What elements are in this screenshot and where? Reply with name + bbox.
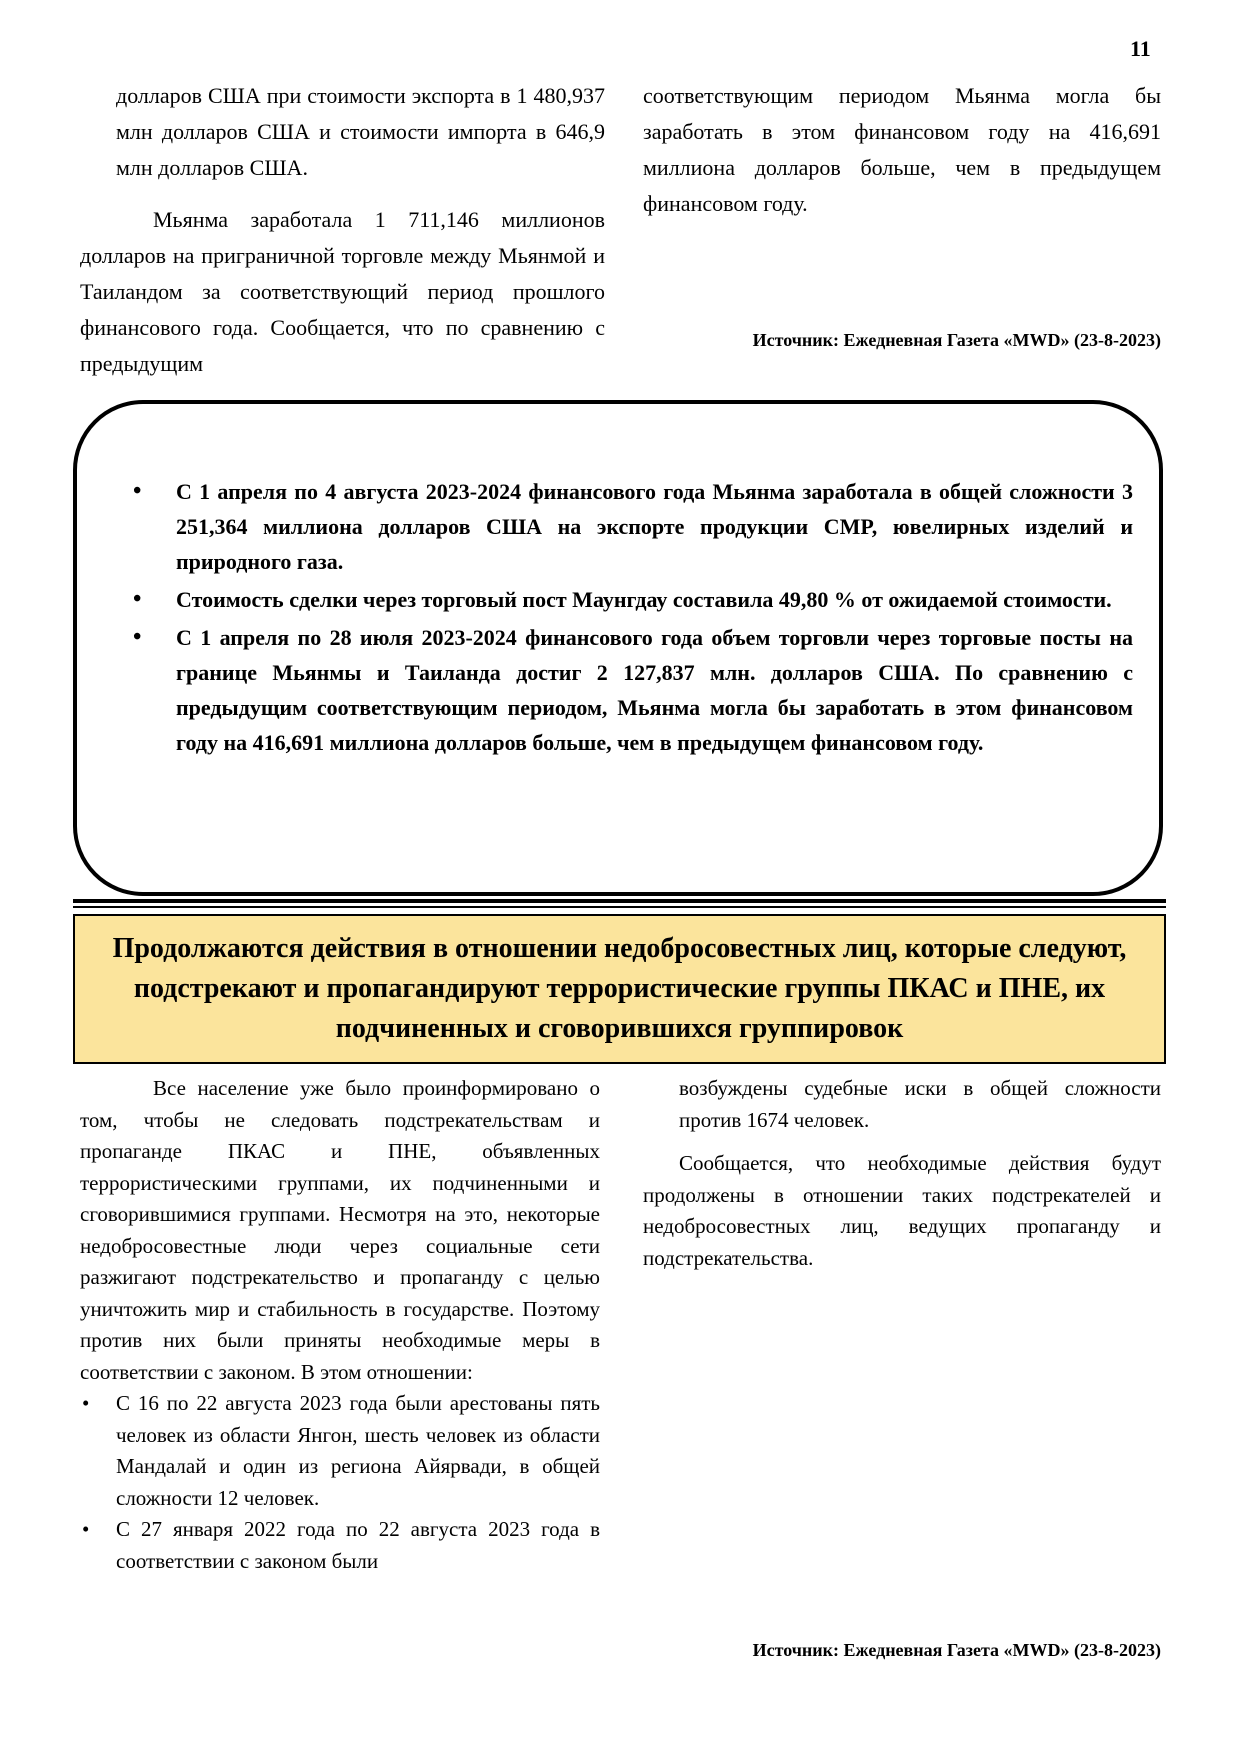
article-headline: Продолжаются действия в отношении недобросовестных лиц, которые следуют, подстрекают и пропагандируют террористические группы ПКАС и ПНЕ, их подчиненных и сговорившихся группировок bbox=[73, 914, 1166, 1064]
divider bbox=[73, 906, 1166, 908]
list-item: • С 1 апреля по 28 июля 2023-2024 финансового года объем торговли через торговые посты на границе Мьянмы и Таиланда достиг 2 127,837 млн. долларов США. По сравнению с предыдущим соответствующим периодом, Мьянма могла бы заработать в этом финансовом году на 416,691 миллиона долларов больше, чем в предыдущем финансовом году. bbox=[133, 620, 1133, 760]
paragraph: возбуждены судебные иски в общей сложности против 1674 человек. bbox=[679, 1076, 1161, 1132]
page-number: 11 bbox=[1130, 36, 1151, 61]
divider bbox=[73, 899, 1166, 903]
top-left-column bbox=[80, 78, 605, 382]
paragraph: Мьянма заработала 1 711,146 миллионов долларов на приграничной торговле между Мьянмой и Таиландом за соответствующий период прошлого финансового года. Сообщается, что по сравнению с предыдущим bbox=[80, 207, 605, 376]
paragraph: Все население уже было проинформировано о том, чтобы не следовать подстрекательствам и пропаганде ПКАС и ПНЕ, объявленных террористическими группами, их подчиненными и сговорившимися группами. Несмотря на это, некоторые недобросовестные люди через социальные сети разжигают подстрекательство и пропаганду с целью уничтожить мир и стабильность в государстве. Поэтому против них были приняты необходимые меры в соответствии с законом. В этом отношении: bbox=[80, 1076, 600, 1384]
paragraph: соответствующим периодом Мьянма могла бы заработать в этом финансовом году на 416,691 миллиона долларов больше, чем в предыдущем финансовом году. bbox=[643, 83, 1161, 216]
list-item: • С 16 по 22 августа 2023 года были арестованы пять человек из области Янгон, шесть человек из области Мандалай и один из региона Айярвади, в общей сложности 12 человек. bbox=[80, 1388, 600, 1514]
article-list bbox=[80, 1388, 600, 1577]
list-item: • Стоимость сделки через торговый пост Маунгдау составила 49,80 % от ожидаемой стоимости. bbox=[133, 582, 1133, 617]
list-item: • С 1 апреля по 4 августа 2023-2024 финансового года Мьянма заработала в общей сложности 3 251,364 миллиона долларов США на экспорте продукции CMP, ювелирных изделий и природного газа. bbox=[133, 474, 1133, 579]
summary-list bbox=[133, 474, 1133, 763]
source-line: Источник: Ежедневная Газета «MWD» (23-8-2023) bbox=[752, 330, 1161, 350]
article-right-column bbox=[643, 1073, 1161, 1274]
summary-box bbox=[73, 400, 1163, 896]
paragraph: долларов США при стоимости экспорта в 1 480,937 млн долларов США и стоимости импорта в 646,9 млн долларов США. bbox=[116, 83, 605, 180]
source-line: Источник: Ежедневная Газета «MWD» (23-8-2023) bbox=[752, 1640, 1161, 1660]
paragraph: Сообщается, что необходимые действия будут продолжены в отношении таких подстрекателей и недобросовестных лиц, ведущих пропаганду и подстрекательства. bbox=[643, 1151, 1161, 1270]
top-right-column bbox=[643, 78, 1161, 222]
article-left-column bbox=[80, 1073, 600, 1577]
list-item: • С 27 января 2022 года по 22 августа 2023 года в соответствии с законом были bbox=[80, 1514, 600, 1577]
